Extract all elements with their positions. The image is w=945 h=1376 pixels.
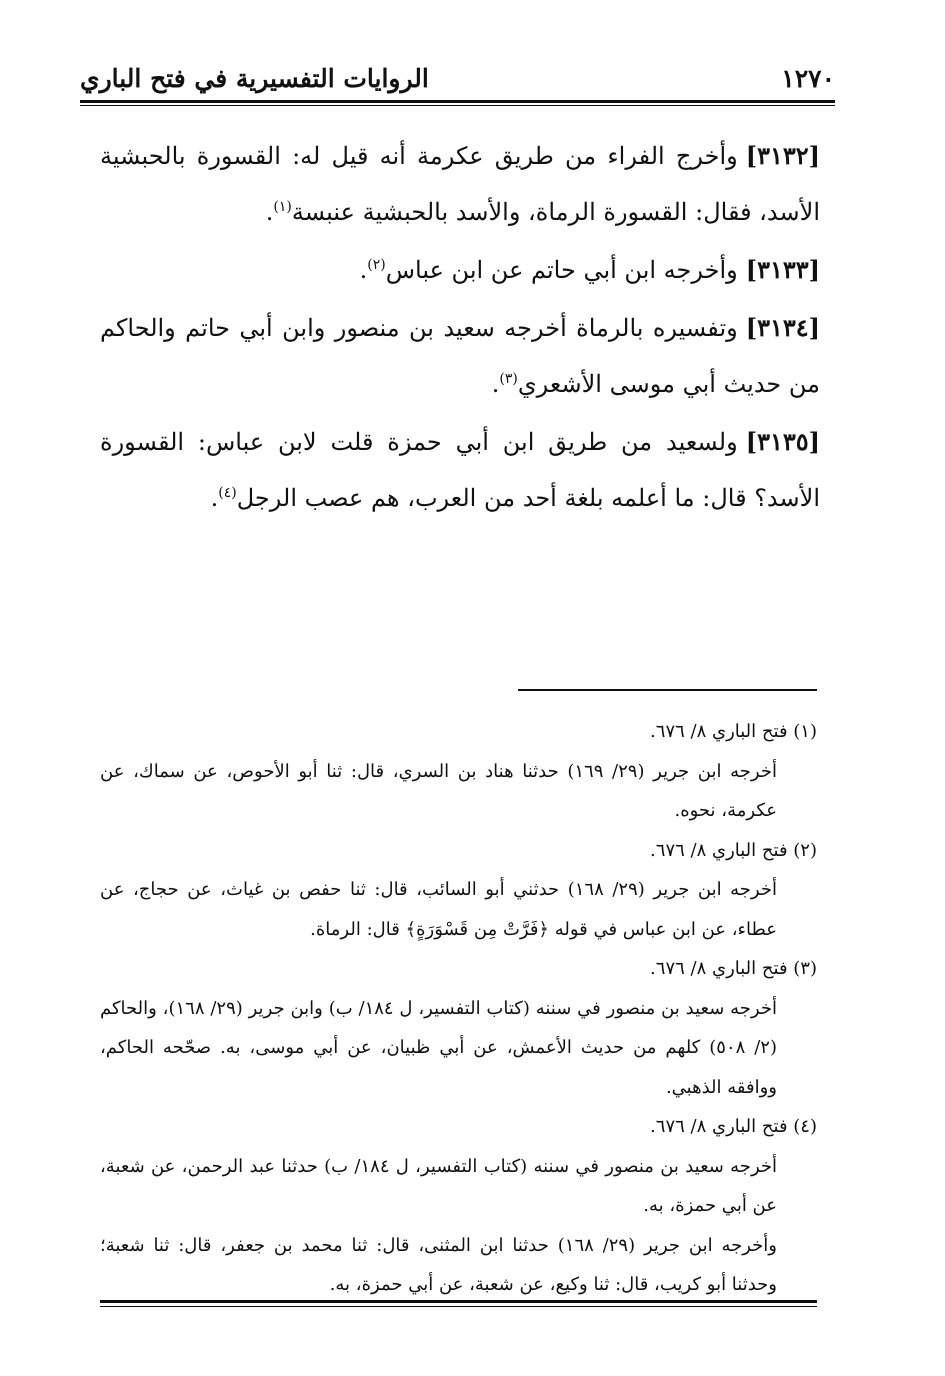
footnote-text: وأخرجه ابن جرير (٢٩/ ١٦٨) حدثنا ابن المثنى، قال: ثنا محمد بن جعفر، قال: ثنا شعبة؛ وحدثنا أبو كريب، قال: ثنا وكيع، عن شعبة، عن أبي حمزة، به. <box>100 1234 777 1295</box>
paragraph-text: وأخرج الفراء من طريق عكرمة أنه قيل له: القسورة بالحبشية الأسد، فقال: القسورة الرماة، والأسد بالحبشية عنبسة <box>100 142 820 226</box>
footnote-ref: (٢) <box>367 257 386 273</box>
page-header <box>80 58 835 98</box>
footnote-ref: (٣) <box>499 371 518 387</box>
paragraph-number: [٣١٣٥] <box>745 427 820 456</box>
paragraph <box>100 300 820 412</box>
footer-rule-thin <box>100 1306 817 1307</box>
footnote-text: أخرجه ابن جرير (٢٩/ ١٦٨) حدثني أبو السائب، قال: ثنا حفص بن غياث، عن حجاج، عن عطاء، عن ابن عباس في قوله ﴿فَرَّتْ مِن قَسْوَرَةٍ﴾ قال: الرماة. <box>100 879 777 940</box>
footnote-text: أخرجه سعيد بن منصور في سننه (كتاب التفسير، ل ١٨٤/ ب) وابن جرير (٢٩/ ١٦٨)، والحاكم (٢/ ٥٠٨) كلهم من حديث الأعمش، عن أبي ظبيان، عن أبي موسى، به. صحّحه الحاكم، ووافقه الذهبي. <box>100 997 777 1098</box>
main-text <box>100 128 820 528</box>
paragraph <box>100 242 820 298</box>
footnote-separator <box>518 689 817 691</box>
footnote-head: (٢) فتح الباري ٨/ ٦٧٦. <box>650 839 817 861</box>
footnote-text: أخرجه سعيد بن منصور في سننه (كتاب التفسير، ل ١٨٤/ ب) حدثنا عبد الرحمن، عن شعبة، عن أبي حمزة، به. <box>100 1155 777 1216</box>
paragraph-number: [٣١٣٢] <box>745 141 820 170</box>
paragraph-end: . <box>491 370 500 398</box>
paragraph-text: وأخرجه ابن أبي حاتم عن ابن عباس <box>385 256 738 284</box>
footnote-text: أخرجه ابن جرير (٢٩/ ١٦٩) حدثنا هناد بن السري، قال: ثنا أبو الأحوص، عن سماك، عن عكرمة، نحوه. <box>100 760 777 821</box>
paragraph-end: . <box>359 256 368 284</box>
page-number: ١٢٧٠ <box>781 63 835 93</box>
footnote-head: (١) فتح الباري ٨/ ٦٧٦. <box>650 721 817 742</box>
paragraph-end: . <box>210 484 219 512</box>
footnote-head: (٣) فتح الباري ٨/ ٦٧٦. <box>650 958 817 979</box>
footnotes <box>100 712 817 1305</box>
paragraph-number: [٣١٣٣] <box>745 255 820 284</box>
footnote-ref: (٤) <box>218 485 237 501</box>
paragraph <box>100 128 820 240</box>
footnote-ref: (١) <box>273 199 292 215</box>
paragraph-text: وتفسيره بالرماة أخرجه سعيد بن منصور وابن أبي حاتم والحاكم من حديث أبي موسى الأشعري <box>100 314 820 398</box>
footer-rule <box>100 1300 817 1303</box>
footnote-head: (٤) فتح الباري ٨/ ٦٧٦. <box>650 1116 817 1137</box>
paragraph <box>100 414 820 526</box>
paragraph-end: . <box>265 198 274 226</box>
running-title: الروايات التفسيرية في فتح الباري <box>80 63 429 93</box>
header-rule <box>80 100 835 103</box>
paragraph-number: [٣١٣٤] <box>745 313 820 342</box>
header-rule-thin <box>80 105 835 106</box>
paragraph-text: ولسعيد من طريق ابن أبي حمزة قلت لابن عباس: القسورة الأسد؟ قال: ما أعلمه بلغة أحد من العرب، هم عصب الرجل <box>100 428 820 512</box>
